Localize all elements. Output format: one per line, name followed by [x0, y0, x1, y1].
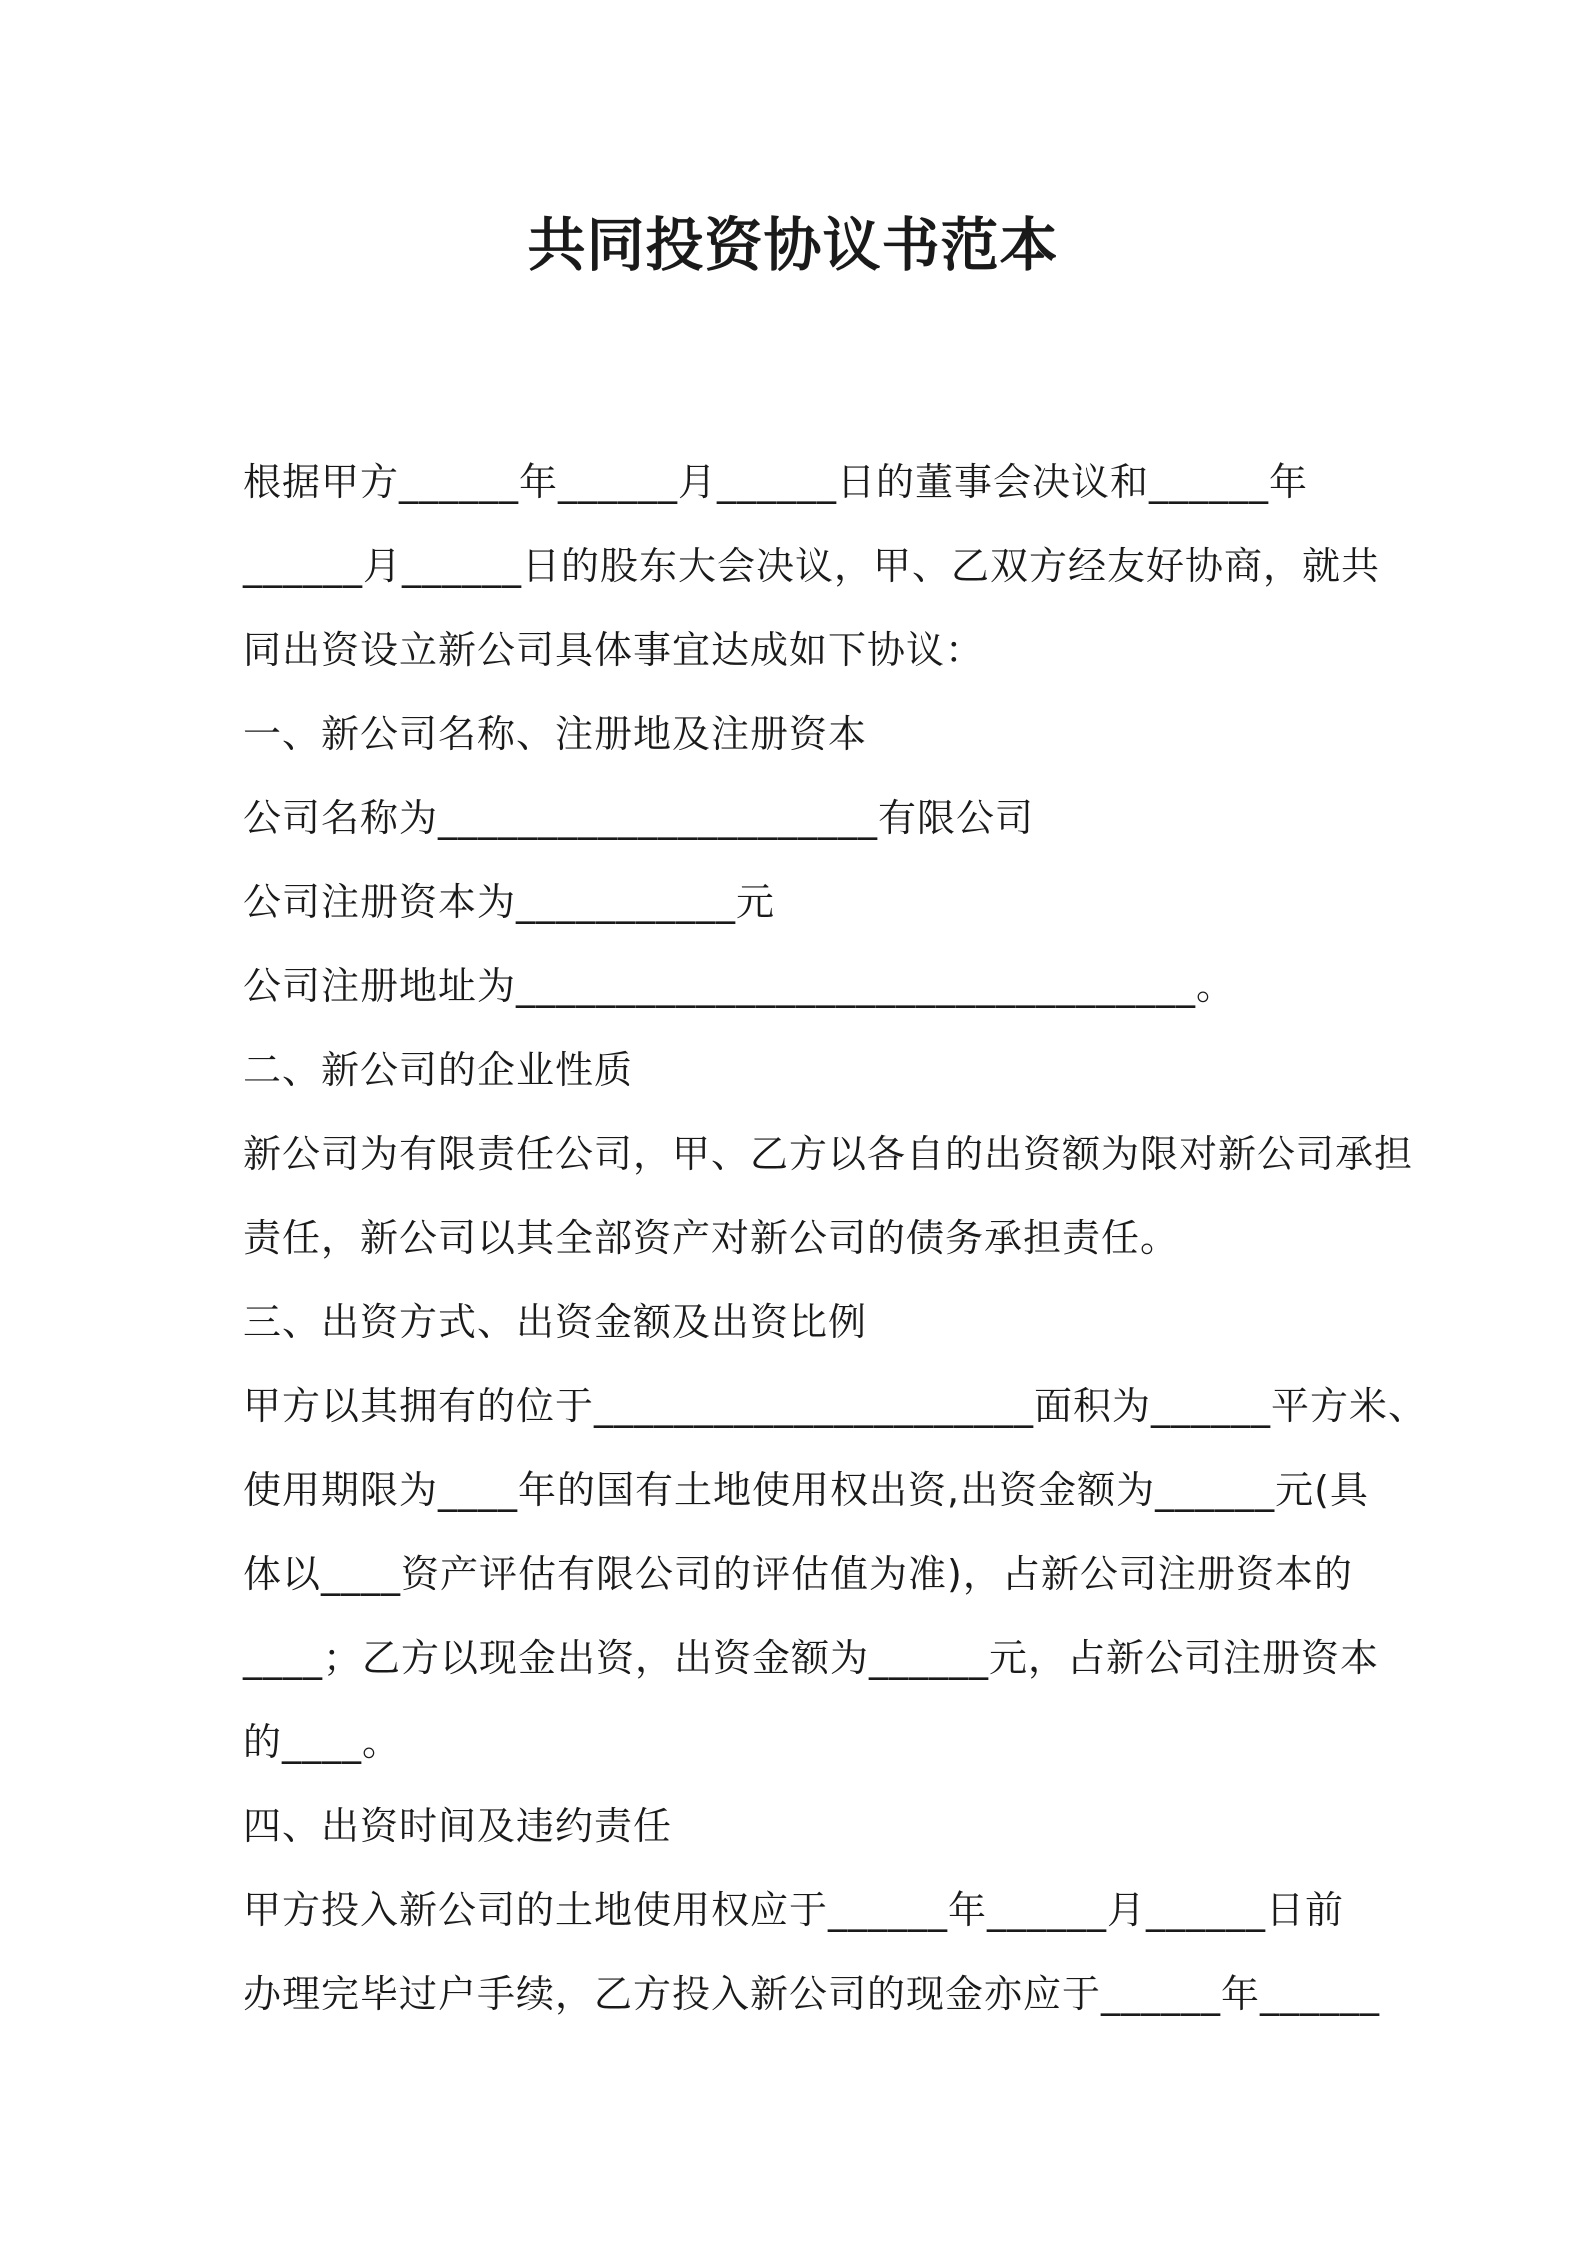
- registered-address-line: 公司注册地址为__________________________________。: [243, 964, 1236, 1008]
- paragraph-line: 责任，新公司以其全部资产对新公司的债务承担责任。: [243, 1216, 1180, 1260]
- section-heading-2: 二、新公司的企业性质: [243, 1048, 634, 1092]
- paragraph-line: 办理完毕过户手续，乙方投入新公司的现金亦应于______年______: [243, 1972, 1381, 2016]
- paragraph-line: 甲方以其拥有的位于______________________面积为______平方米、: [243, 1384, 1428, 1428]
- paragraph-line: ____；乙方以现金出资，出资金额为______元，占新公司注册资本: [243, 1636, 1380, 1680]
- document-body: [243, 440, 1586, 2036]
- company-name-line: 公司名称为______________________有限公司: [243, 796, 1035, 840]
- registered-capital-line: 公司注册资本为___________元: [243, 880, 776, 924]
- paragraph-line: 新公司为有限责任公司，甲、乙方以各自的出资额为限对新公司承担: [243, 1132, 1414, 1176]
- paragraph-line: 体以____资产评估有限公司的评估值为准)，占新公司注册资本的: [243, 1552, 1353, 1596]
- document-title: 共同投资协议书范本: [527, 211, 1059, 279]
- section-heading-3: 三、出资方式、出资金额及出资比例: [243, 1300, 868, 1344]
- paragraph-line: 甲方投入新公司的土地使用权应于______年______月______日前: [243, 1888, 1345, 1932]
- paragraph-line: 同出资设立新公司具体事宜达成如下协议：: [243, 628, 985, 672]
- section-heading-1: 一、新公司名称、注册地及注册资本: [243, 712, 868, 756]
- paragraph-line: 根据甲方______年______月______日的董事会决议和______年: [243, 460, 1309, 504]
- paragraph-line: 的____。: [243, 1720, 402, 1764]
- paragraph-line: ______月______日的股东大会决议，甲、乙双方经友好协商，就共: [243, 544, 1381, 588]
- section-heading-4: 四、出资时间及违约责任: [243, 1804, 673, 1848]
- paragraph-line: 使用期限为____年的国有土地使用权出资,出资金额为______元(具: [243, 1468, 1369, 1512]
